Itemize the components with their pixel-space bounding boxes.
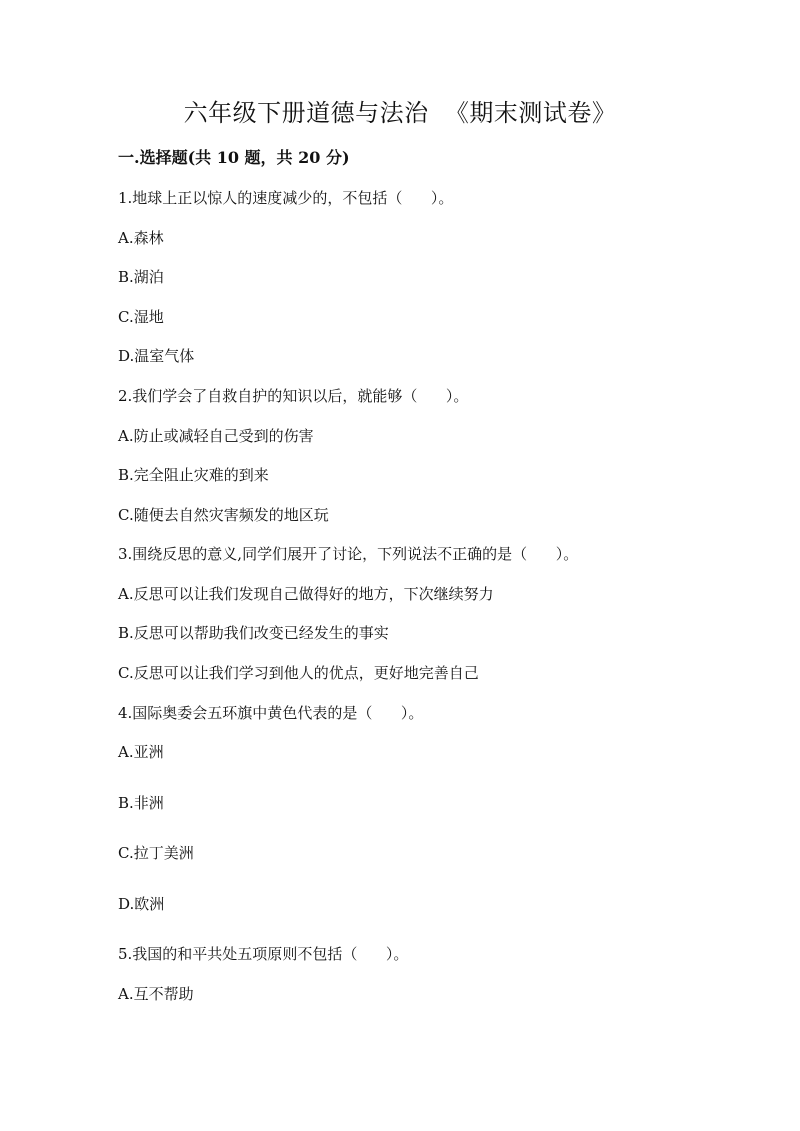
question-3-stem: 3.围绕反思的意义,同学们展开了讨论，下列说法不正确的是（ ）。 xyxy=(118,545,579,563)
exam-title: 六年级下册道德与法治 《期末测试卷》 xyxy=(183,99,617,127)
question-1-stem: 1.地球上正以惊人的速度减少的，不包括（ ）。 xyxy=(118,189,454,207)
question-4-stem: 4.国际奥委会五环旗中黄色代表的是（ ）。 xyxy=(118,704,424,722)
question-2-option-c: C.随便去自然灾害频发的地区玩 xyxy=(118,506,329,524)
question-5-option-a: A.互不帮助 xyxy=(118,985,194,1003)
question-5-stem: 5.我国的和平共处五项原则不包括（ ）。 xyxy=(118,945,409,963)
question-3-option-c: C.反思可以让我们学习到他人的优点，更好地完善自己 xyxy=(118,664,479,682)
question-4-option-a: A.亚洲 xyxy=(118,743,164,761)
question-2-option-a: A.防止或减轻自己受到的伤害 xyxy=(118,427,314,445)
question-1-option-d: D.温室气体 xyxy=(118,347,195,365)
question-2-option-b: B.完全阻止灾难的到来 xyxy=(118,466,269,484)
question-1-option-c: C.湿地 xyxy=(118,308,164,326)
question-4-option-b: B.非洲 xyxy=(118,794,164,812)
section-heading: 一.选择题(共 10 题，共 20 分) xyxy=(118,148,350,167)
question-2-stem: 2.我们学会了自救自护的知识以后，就能够（ ）。 xyxy=(118,387,469,405)
question-1-option-a: A.森林 xyxy=(118,229,164,247)
question-3-option-a: A.反思可以让我们发现自己做得好的地方，下次继续努力 xyxy=(118,585,494,603)
question-3-option-b: B.反思可以帮助我们改变已经发生的事实 xyxy=(118,624,389,642)
question-4-option-d: D.欧洲 xyxy=(118,895,165,913)
question-4-option-c: C.拉丁美洲 xyxy=(118,844,194,862)
question-1-option-b: B.湖泊 xyxy=(118,268,164,286)
